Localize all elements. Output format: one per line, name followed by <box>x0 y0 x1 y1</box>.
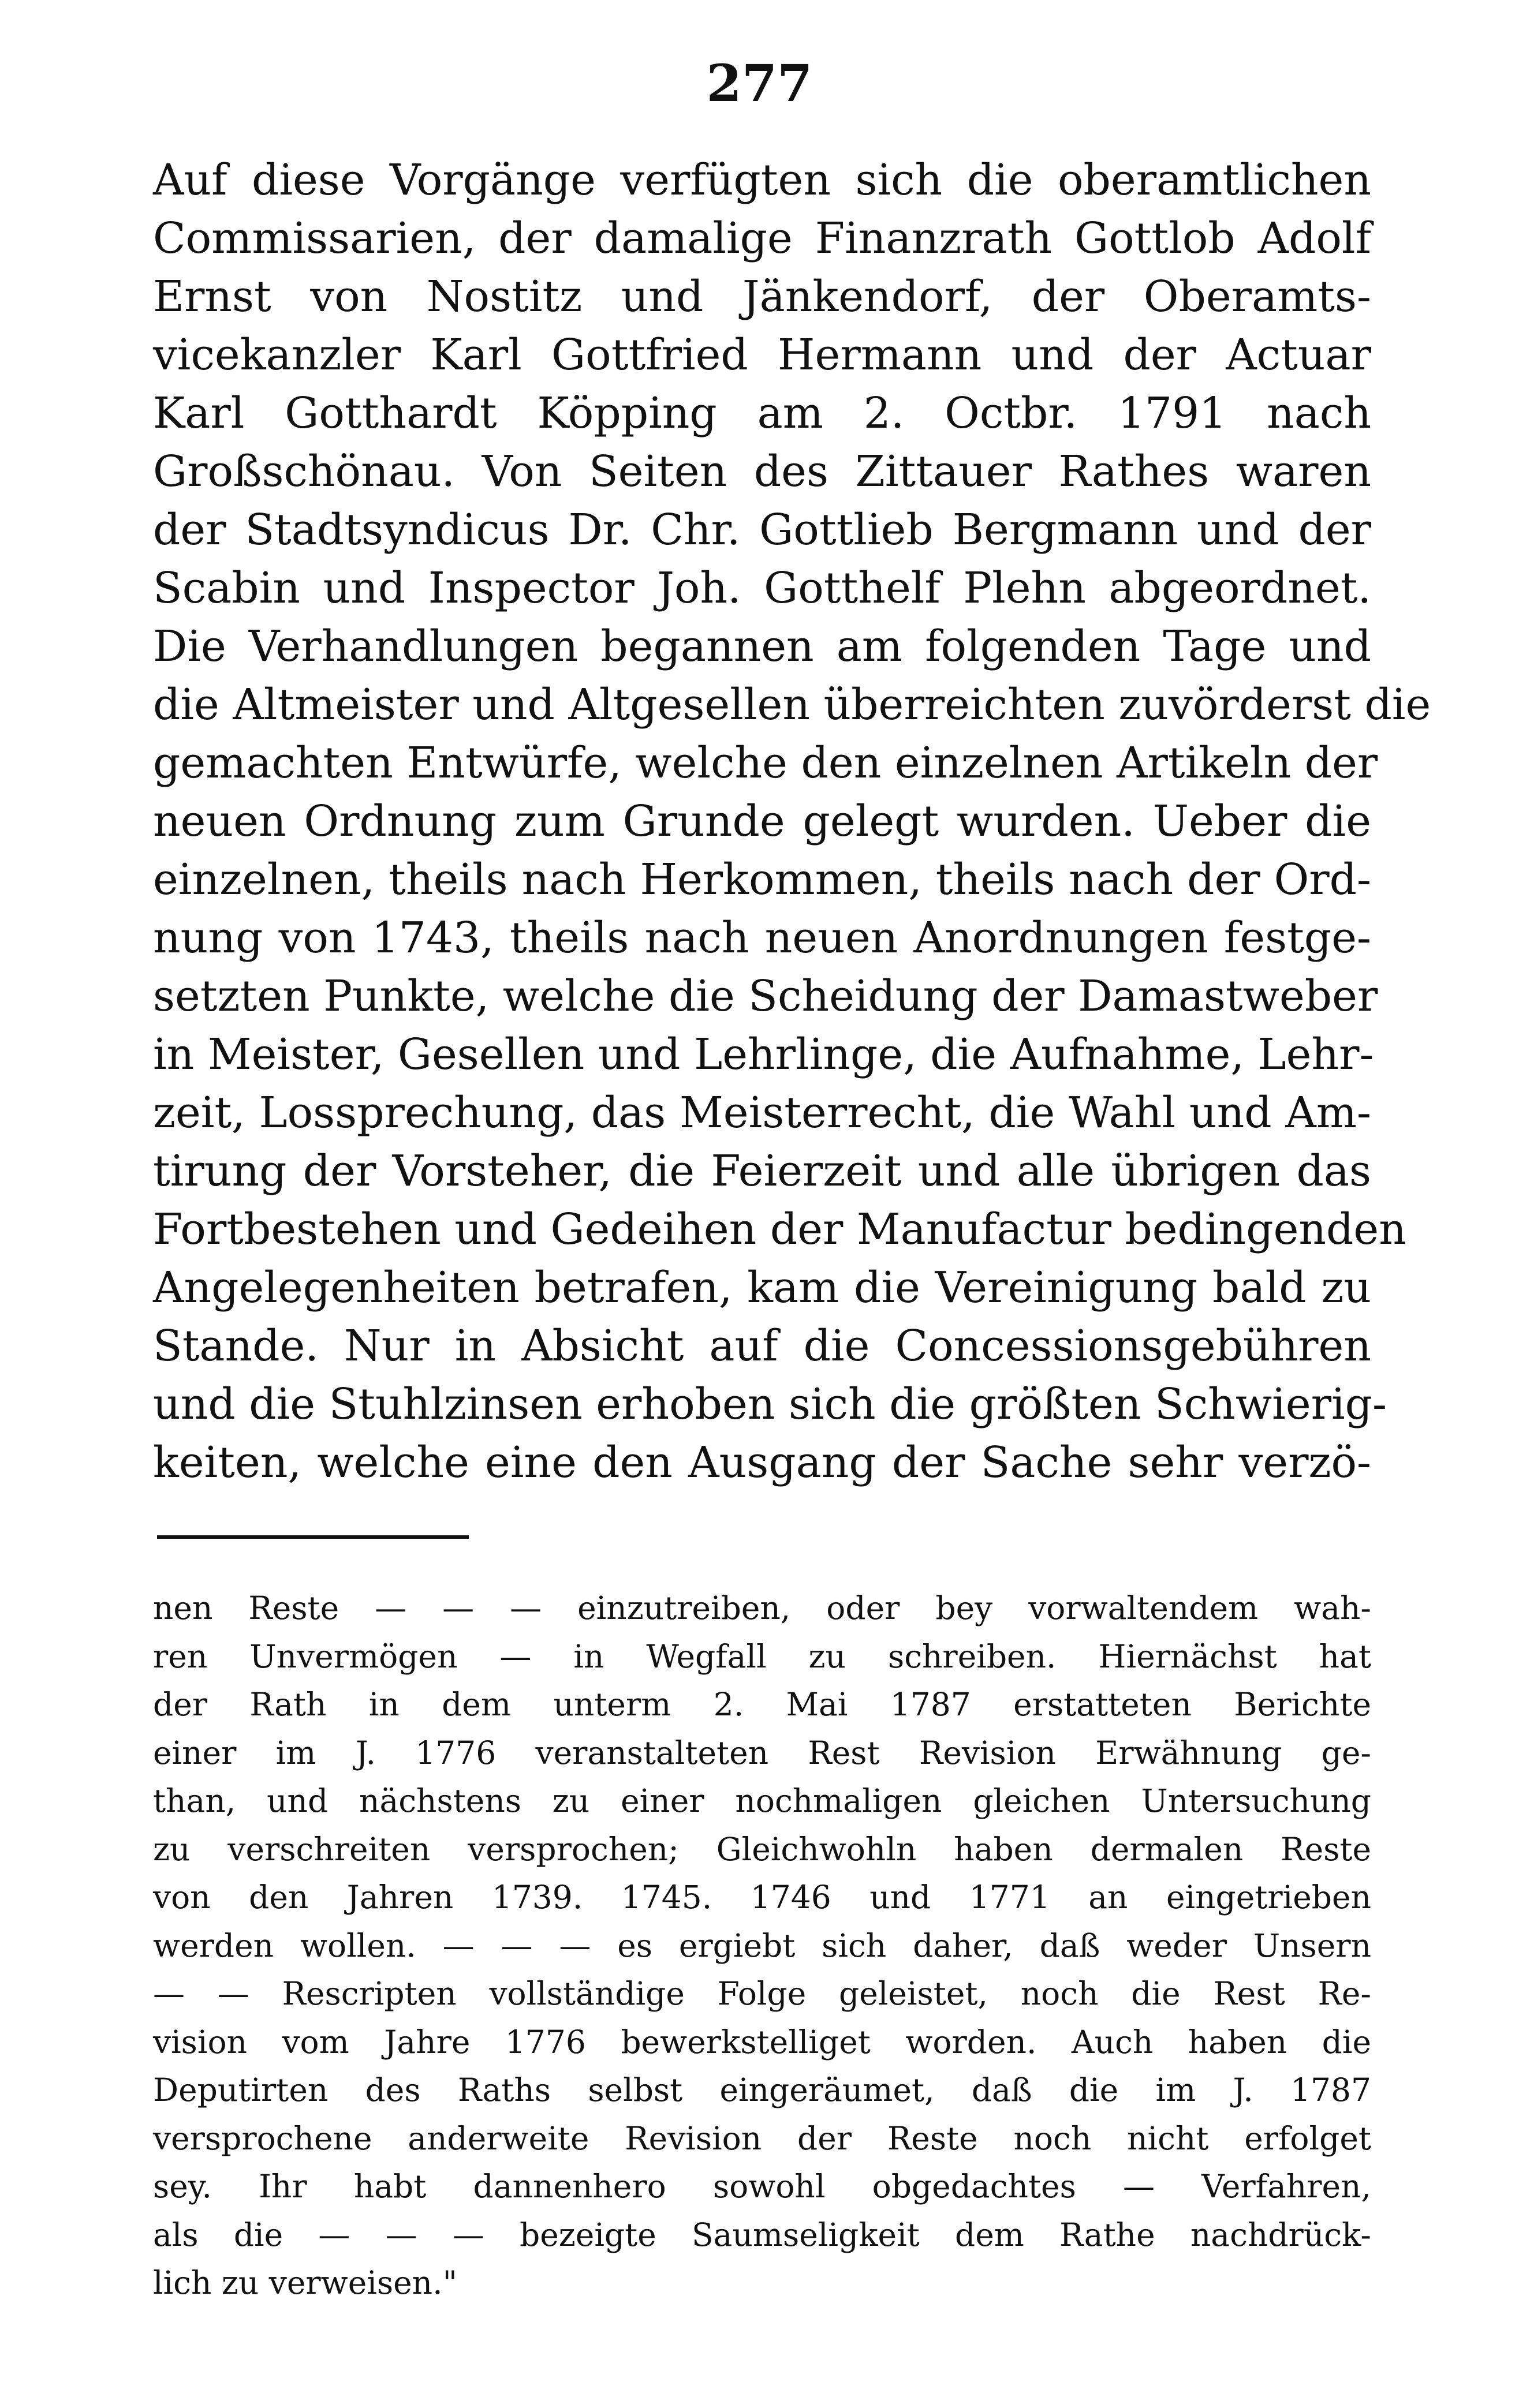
footnote-line: than, und nächstens zu einer nochmaligen gleichen Untersuchung <box>153 1782 1371 1819</box>
footnote-line: sey. Ihr habt dannenhero sowohl obgedachtes — Verfahren, <box>153 2168 1371 2205</box>
footnote-line: zu verschreiten versprochen; Gleichwohln haben dermalen Reste <box>153 1830 1371 1868</box>
footnote-divider <box>157 1535 469 1539</box>
text-line: Fortbestehen und Gedeihen der Manufactur bedingenden <box>153 1205 1406 1254</box>
footnote-line: einer im J. 1776 veranstalteten Rest Revision Erwähnung ge- <box>153 1734 1371 1771</box>
footnote-line: versprochene anderweite Revision der Reste noch nicht erfolget <box>153 2119 1371 2157</box>
text-line: Stande. Nur in Absicht auf die Concessionsgebühren <box>153 1321 1371 1371</box>
footnote-line: — — Rescripten vollständige Folge geleistet, noch die Rest Re- <box>153 1975 1371 2012</box>
text-line: und die Stuhlzinsen erhoben sich die größten Schwierig- <box>153 1379 1387 1429</box>
text-line: Ernst von Nostitz und Jänkendorf, der Oberamts- <box>153 272 1371 321</box>
text-line: keiten, welche eine den Ausgang der Sache sehr verzö- <box>153 1438 1371 1487</box>
text-line: tirung der Vorsteher, die Feierzeit und alle übrigen das <box>153 1146 1371 1196</box>
text-line: Angelegenheiten betrafen, kam die Vereinigung bald zu <box>153 1263 1371 1313</box>
text-line: setzten Punkte, welche die Scheidung der Damastweber <box>153 971 1378 1021</box>
footnote-line: von den Jahren 1739. 1745. 1746 und 1771 an eingetrieben <box>153 1879 1371 1916</box>
text-line: gemachten Entwürfe, welche den einzelnen Artikeln der <box>153 738 1378 788</box>
text-line: der Stadtsyndicus Dr. Chr. Gottlieb Bergmann und der <box>153 505 1371 555</box>
text-line: zeit, Lossprechung, das Meisterrecht, die Wahl und Am- <box>153 1088 1371 1138</box>
footnote <box>153 1584 1371 2308</box>
footnote-line: der Rath in dem unterm 2. Mai 1787 erstatteten Berichte <box>153 1686 1371 1723</box>
text-line: vicekanzler Karl Gottfried Hermann und der Actuar <box>153 330 1371 380</box>
footnote-line: vision vom Jahre 1776 bewerkstelliget worden. Auch haben die <box>153 2023 1371 2061</box>
text-line: Großschönau. Von Seiten des Zittauer Rathes waren <box>153 447 1371 496</box>
text-line: Scabin und Inspector Joh. Gotthelf Plehn abgeordnet. <box>153 563 1371 613</box>
footnote-line: lich zu verweisen." <box>153 2264 457 2301</box>
page-number: 277 <box>706 53 813 113</box>
text-line: Die Verhandlungen begannen am folgenden Tage und <box>153 622 1371 671</box>
main-text <box>153 151 1431 1492</box>
text-line: neuen Ordnung zum Grunde gelegt wurden. Ueber die <box>153 797 1371 846</box>
footnote-line: Deputirten des Raths selbst eingeräumet, daß die im J. 1787 <box>153 2072 1371 2108</box>
footnote-line: ren Unvermögen — in Wegfall zu schreiben. Hiernächst hat <box>153 1637 1371 1675</box>
text-line: Commissarien, der damalige Finanzrath Gottlob Adolf <box>153 214 1371 263</box>
footnote-line: werden wollen. — — — es ergiebt sich daher, daß weder Unsern <box>153 1927 1371 1964</box>
text-line: Karl Gotthardt Köpping am 2. Octbr. 1791 nach <box>153 388 1371 438</box>
text-line: in Meister, Gesellen und Lehrlinge, die Aufnahme, Lehr- <box>153 1030 1374 1079</box>
footnote-line: als die — — — bezeigte Saumseligkeit dem Rathe nachdrück- <box>153 2216 1371 2253</box>
text-line: nung von 1743, theils nach neuen Anordnungen festge- <box>153 913 1371 963</box>
text-line: die Altmeister und Altgesellen überreichten zuvörderst die <box>153 680 1431 730</box>
text-line: einzelnen, theils nach Herkommen, theils nach der Ord- <box>153 855 1371 904</box>
text-line: Auf diese Vorgänge verfügten sich die oberamtlichen <box>153 155 1371 205</box>
footnote-line: nen Reste — — — einzutreiben, oder bey vorwaltendem wah- <box>153 1590 1371 1626</box>
